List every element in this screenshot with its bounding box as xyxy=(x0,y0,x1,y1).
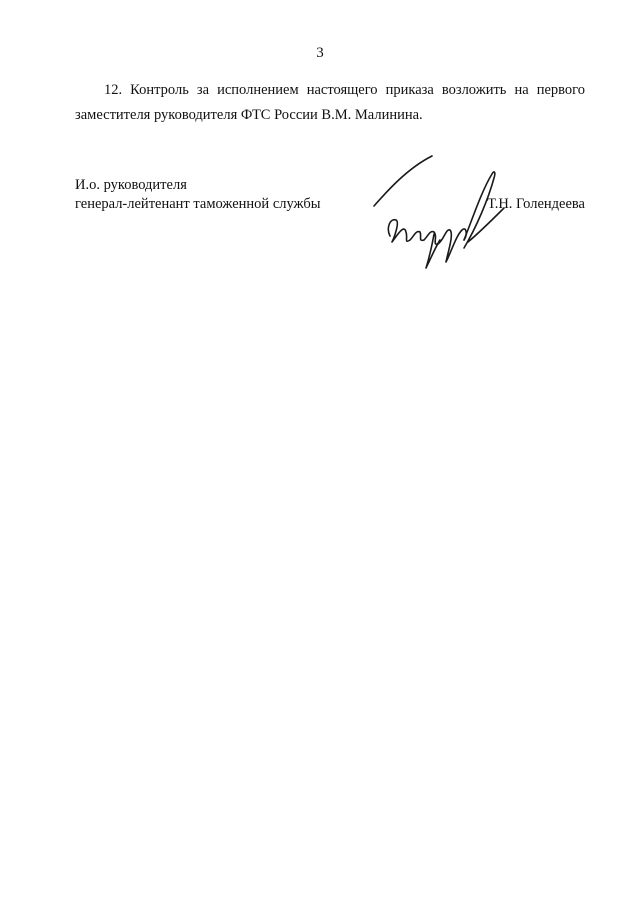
order-paragraph xyxy=(75,78,585,128)
signatory-rank: генерал-лейтенант таможенной службы xyxy=(75,196,321,212)
handwritten-signature xyxy=(368,150,513,272)
signatory-name: Т.Н. Голендеева xyxy=(487,196,585,212)
signatory-position: И.о. руководителя xyxy=(75,177,187,193)
paragraph-line-1: 12. Контроль за исполнением настоящего приказа возложить на первого xyxy=(104,82,585,98)
paragraph-line-2: заместителя руководителя ФТС России В.М. Малинина. xyxy=(75,107,423,123)
page-number: 3 xyxy=(316,45,324,61)
